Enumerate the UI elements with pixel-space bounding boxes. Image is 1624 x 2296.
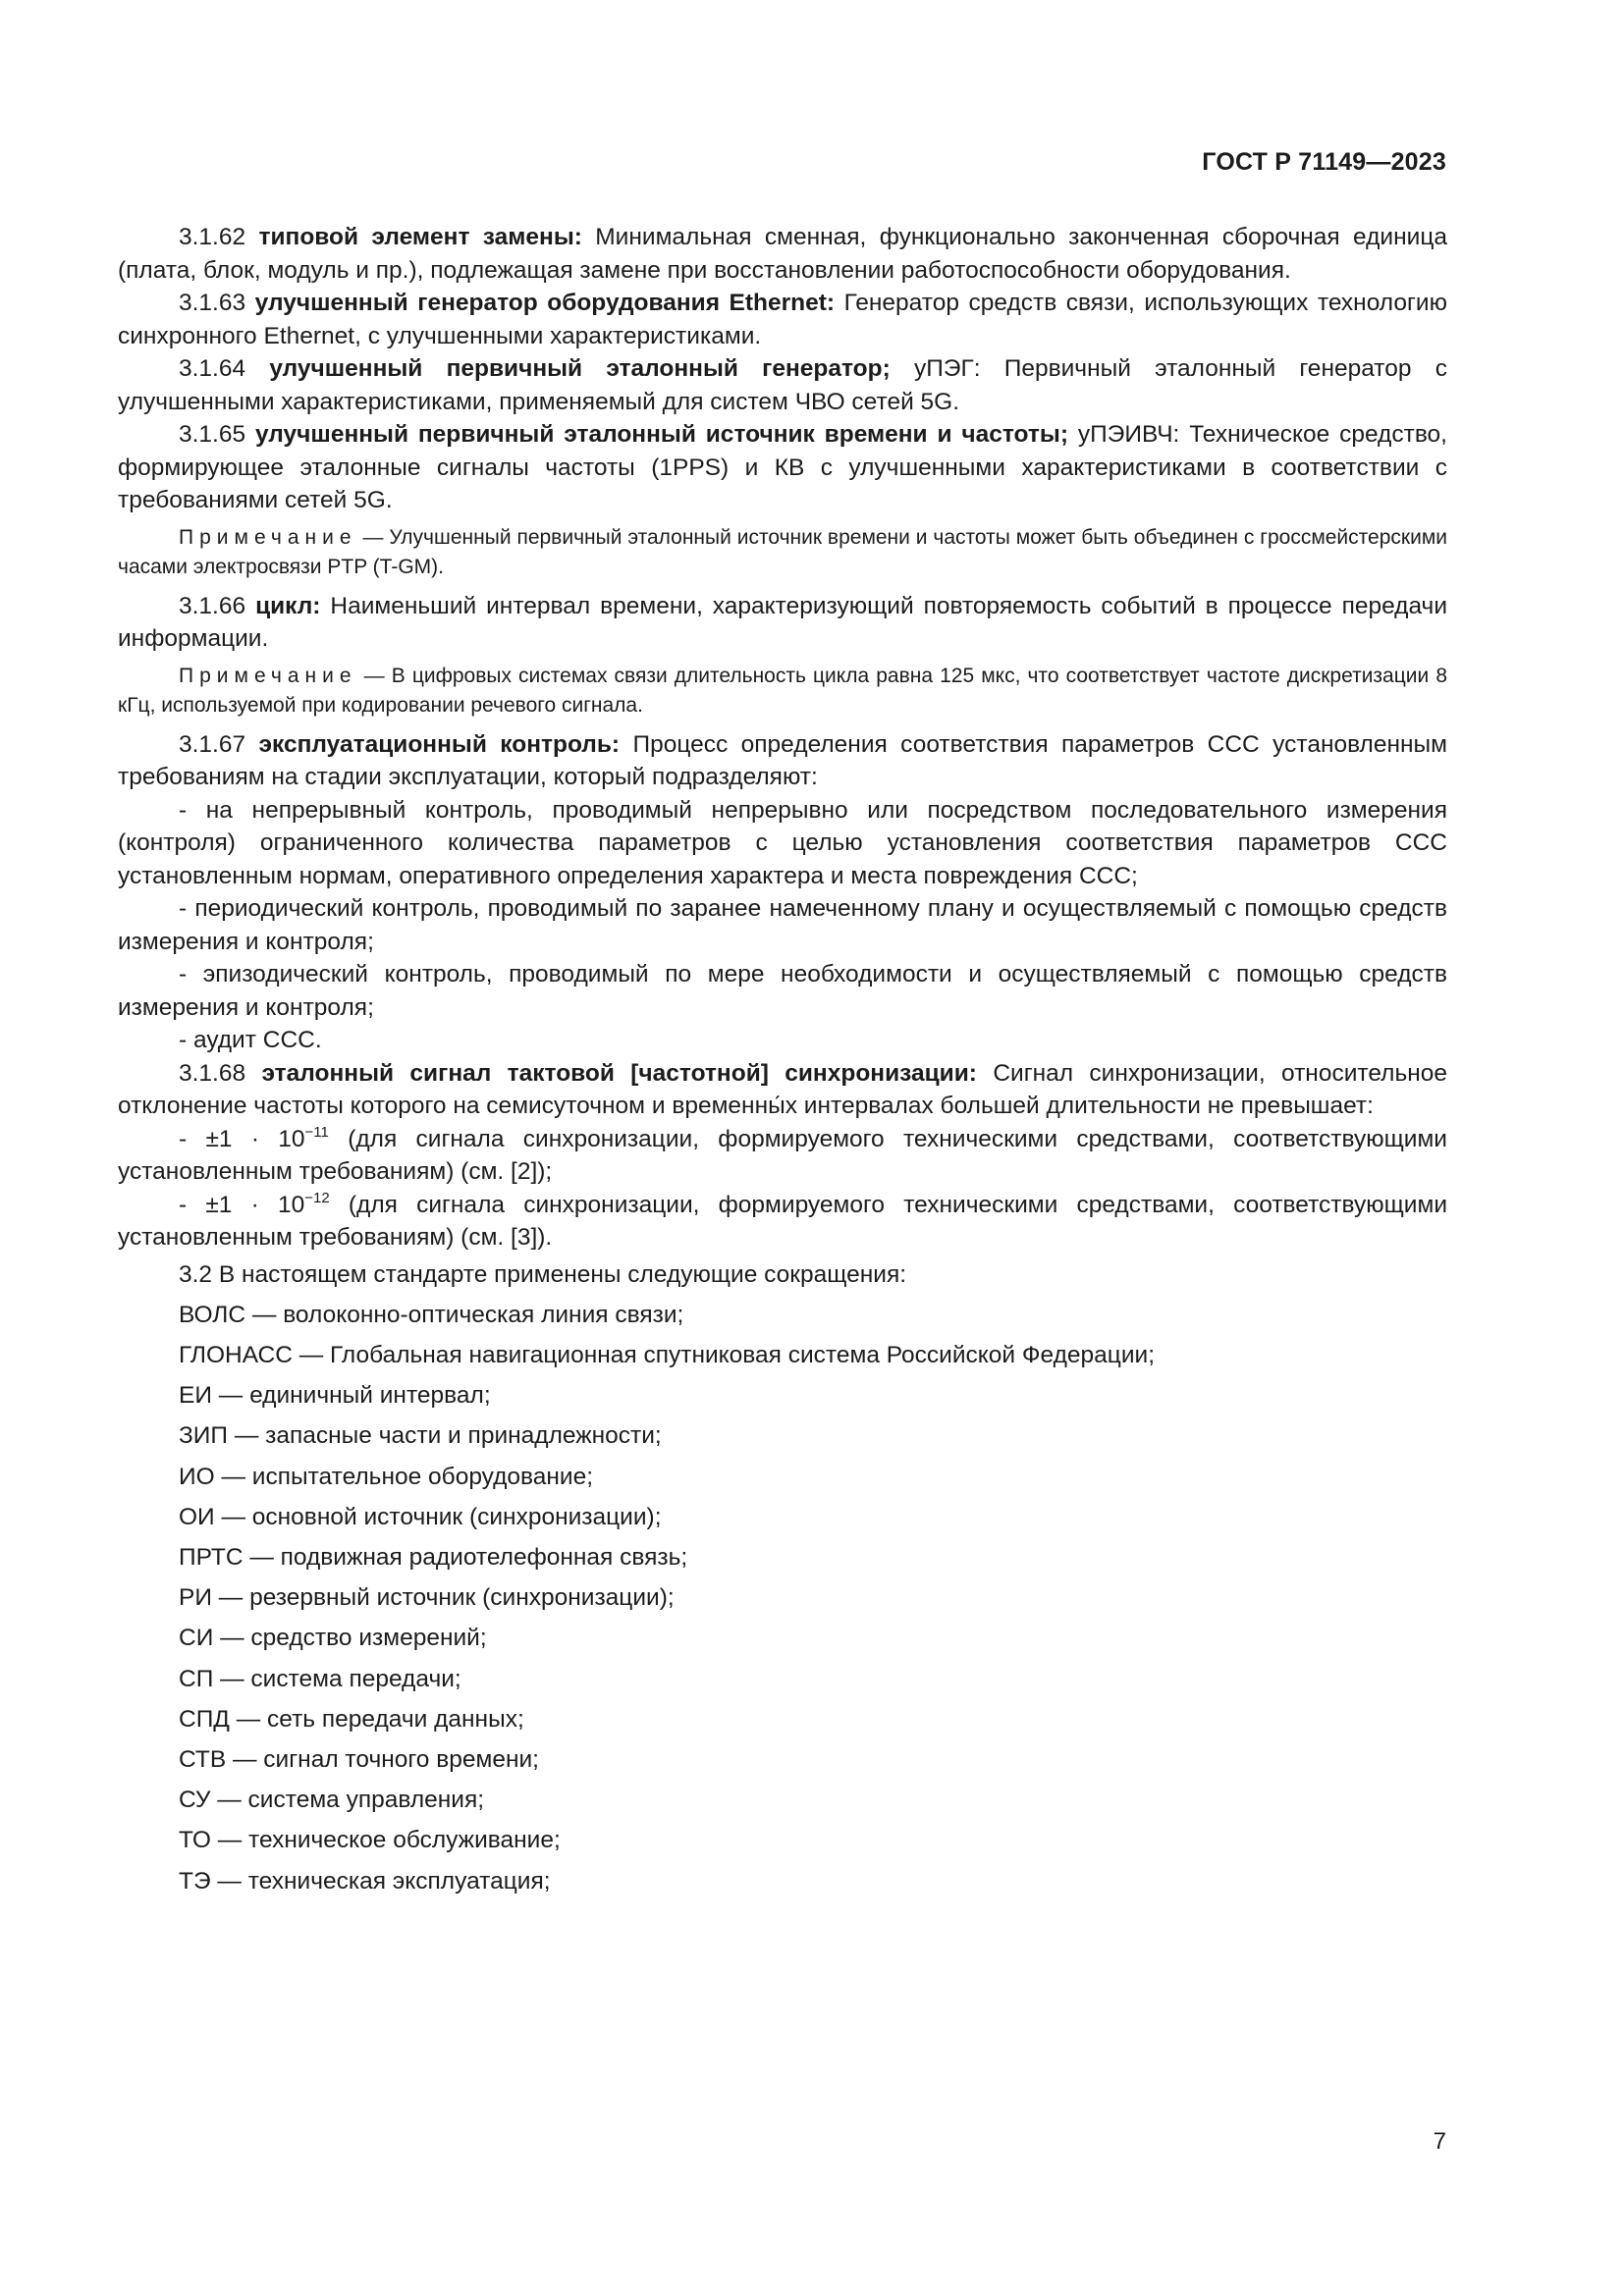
- abbreviation-item: ЕИ — единичный интервал;: [179, 1382, 491, 1410]
- definition-3-1-64: 3.1.64 улучшенный первичный эталонный генератор; уПЭГ: Первичный эталонный генератор с улучшенными характеристиками, применяемый для систем ЧВО сетей 5G.: [118, 355, 1447, 415]
- abbreviation-item: ЗИП — запасные части и принадлежности;: [179, 1422, 662, 1450]
- abbreviations-intro: 3.2 В настоящем стандарте применены следующие сокращения:: [179, 1260, 907, 1288]
- note: [118, 523, 1447, 582]
- abbreviation-item: СПД — сеть передачи данных;: [179, 1705, 524, 1733]
- definition-3-1-67: 3.1.67 эксплуатационный контроль: Процесс определения соответствия параметров ССС установленным требованиям на стадии эксплуатации, который подразделяют:: [118, 730, 1447, 790]
- definition-text: Наименьший интервал времени, характеризующий повторяемость событий в процессе передачи информации.: [118, 592, 1448, 652]
- note-text: — В цифровых системах связи длительность цикла равна 125 мкс, что соответствует частоте дискретизации 8 кГц, используемой при кодировании речевого сигнала.: [118, 664, 1447, 717]
- definition-3-1-66: 3.1.66 цикл: Наименьший интервал времени, характеризующий повторяемость событий в процессе передачи информации.: [118, 592, 1448, 652]
- list-item: - эпизодический контроль, проводимый по мере необходимости и осуществляемый с помощью средств измерения и контроля;: [118, 961, 1447, 1021]
- list-item: - периодический контроль, проводимый по заранее намеченному плану и осуществляемый с помощью средств измерения и контроля;: [118, 895, 1447, 955]
- list-item: - $\pm 1 \cdot 10^{-11}$ (для сигнала синхронизации, формируемого техническими средствами, соответствующими установленным требованиям) (см. [2]);: [118, 1123, 1447, 1185]
- definition-3-1-62: 3.1.62 типовой элемент замены: Минимальная сменная, функционально законченная сборочная единица (плата, блок, модуль и пр.), подлежащая замене при восстановлении работоспособности оборудования.: [118, 224, 1447, 284]
- definition-text: Процесс определения соответствия параметров ССС установленным требованиям на стадии эксплуатации, который подразделяют:: [118, 730, 1447, 790]
- abbreviation-item: ПРТС — подвижная радиотелефонная связь;: [179, 1543, 688, 1571]
- exponent: −11: [304, 1123, 329, 1141]
- note-label: Примечание: [179, 664, 357, 687]
- list-item: - $\pm 1 \cdot 10^{-12}$ (для сигнала синхронизации, формируемого техническими средствами, соответствующими установленным требованиям) (см. [3]).: [118, 1189, 1447, 1251]
- abbreviation-item: СИ — средство измерений;: [179, 1625, 487, 1652]
- abbreviation-item: ТО — техническое обслуживание;: [179, 1827, 561, 1854]
- abbreviation-item: СУ — система управления;: [179, 1787, 485, 1814]
- abbreviation-item: СП — система передачи;: [179, 1665, 461, 1692]
- definition-text: уПЭГ: Первичный эталонный генератор с улучшенными характеристиками, применяемый для систем ЧВО сетей 5G.: [118, 355, 1447, 415]
- exponent: −12: [304, 1189, 330, 1206]
- abbreviation-item: СТВ — сигнал точного времени;: [179, 1745, 539, 1773]
- term: цикл:: [255, 592, 321, 619]
- definition-text: Генератор средств связи, использующих технологию синхронного Ethernet, с улучшенными характеристиками.: [118, 290, 1447, 349]
- definition-text: Минимальная сменная, функционально законченная сборочная единица (плата, блок, модуль и пр.), подлежащая замене при восстановлении работоспособности оборудования.: [118, 224, 1447, 284]
- term: эталонный сигнал тактовой [частотной] синхронизации:: [261, 1059, 977, 1087]
- page-number: 7: [1433, 2128, 1446, 2155]
- term: улучшенный первичный эталонный генератор;: [269, 355, 891, 382]
- list-item: - на непрерывный контроль, проводимый непрерывно или посредством последовательного измерения (контроля) ограниченного количества параметров с целью установления соответствия параметров ССС установленным нормам, оперативного определения характера и места повреждения ССС;: [118, 796, 1447, 889]
- definition-3-1-65: 3.1.65 улучшенный первичный эталонный источник времени и частоты; уПЭИВЧ: Техническое средство, формирующее эталонные сигналы частоты (1PPS) и КВ с улучшенными характеристиками в соответствии с требованиями сетей 5G.: [118, 421, 1447, 513]
- note-text: — Улучшенный первичный эталонный источник времени и частоты может быть объединен с гроссмейстерскими часами электросвязи PTP (T-GM).: [118, 525, 1447, 578]
- definition-3-1-68: 3.1.68 эталонный сигнал тактовой [частотной] синхронизации: Сигнал синхронизации, относительное отклонение частоты которого на семисуточном и временны́х интервалах большей длительности не превышает:: [118, 1059, 1447, 1119]
- definition-text: уПЭИВЧ: Техническое средство, формирующее эталонные сигналы частоты (1PPS) и КВ с улучшенными характеристиками в соответствии с требованиями сетей 5G.: [118, 421, 1447, 513]
- abbreviation-item: ГЛОНАСС — Глобальная навигационная спутниковая система Российской Федерации;: [179, 1341, 1155, 1368]
- term: улучшенный генератор оборудования Ethernet:: [254, 290, 836, 316]
- list-item: - аудит ССС.: [179, 1027, 322, 1053]
- note-label: Примечание: [179, 525, 357, 549]
- definition-3-1-63: 3.1.63 улучшенный генератор оборудования Ethernet: Генератор средств связи, использующих технологию синхронного Ethernet, с улучшенными характеристиками.: [118, 290, 1447, 349]
- document-header: ГОСТ Р 71149—2023: [1202, 148, 1446, 176]
- abbreviation-item: ИО — испытательное оборудование;: [179, 1463, 594, 1490]
- abbreviation-item: ОИ — основной источник (синхронизации);: [179, 1503, 662, 1530]
- term: улучшенный первичный эталонный источник времени и частоты;: [255, 421, 1068, 448]
- note: [118, 662, 1447, 721]
- term: типовой элемент замены:: [258, 224, 582, 250]
- term: эксплуатационный контроль:: [258, 730, 621, 758]
- abbreviations-list: [118, 1295, 1447, 1901]
- document-body: [118, 221, 1447, 1901]
- abbreviation-item: РИ — резервный источник (синхронизации);: [179, 1584, 675, 1612]
- definition-text: Сигнал синхронизации, относительное отклонение частоты которого на семисуточном и временны́х интервалах большей длительности не превышает:: [118, 1059, 1447, 1119]
- abbreviation-item: ТЭ — техническая эксплуатация;: [179, 1867, 551, 1895]
- abbreviation-item: ВОЛС — волоконно-оптическая линия связи;: [179, 1301, 684, 1328]
